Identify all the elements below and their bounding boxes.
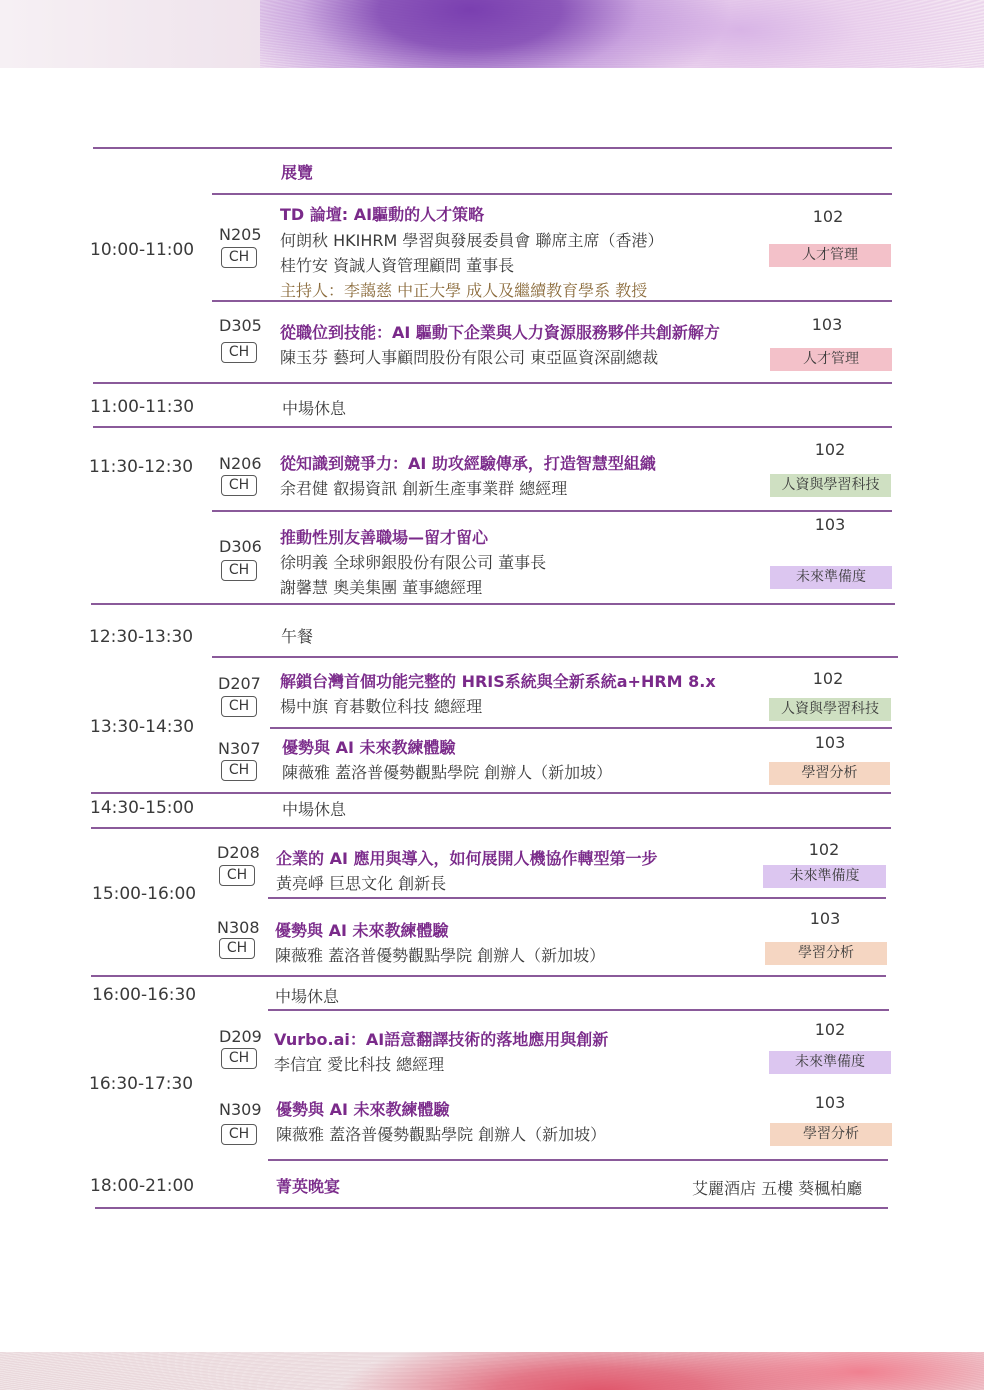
language-badge: CH [221,475,257,496]
session-title: 優勢與 AI 未來教練體驗 [276,1100,450,1119]
language-badge: CH [221,342,257,363]
time-slot: 11:30-12:30 [89,457,194,477]
room-number: 102 [812,669,844,688]
session-title: 從職位到技能：AI 驅動下企業與人力資源服務夥伴共創新解方 [280,323,720,342]
session-title: 解鎖台灣首個功能完整的 HRIS系統與全新系統a+HRM 8.x [280,672,716,691]
break-label: 中場休息 [275,987,340,1006]
room-number: 102 [812,207,844,226]
divider [212,656,898,658]
speaker: 余君健 叡揚資訊 創新生產事業群 總經理 [280,479,568,498]
session-code: D207 [218,674,261,693]
language-badge: CH [219,938,255,959]
room-number: 102 [814,1020,846,1039]
speaker: 陳薇雅 蓋洛普優勢觀點學院 創辦人（新加坡） [276,1125,607,1144]
divider [268,897,886,899]
time-slot: 14:30-15:00 [90,798,195,818]
divider [93,426,892,428]
time-slot: 11:00-11:30 [90,397,195,417]
track-tag: 未來準備度 [770,566,892,589]
language-badge: CH [221,696,257,717]
session-title: Vurbo.ai：AI語意翻譯技術的落地應用與創新 [274,1030,609,1049]
session-code: N307 [218,739,261,758]
session-code: D305 [219,316,262,335]
room-number: 103 [814,515,846,534]
speaker: 桂竹安 資誠人資管理顧問 董事長 [280,256,515,275]
top-banner [0,0,984,68]
session-code: N308 [217,918,260,937]
session-code: D209 [219,1027,262,1046]
room-number: 103 [809,909,841,928]
divider [95,1207,888,1209]
session-title: 從知識到競爭力：AI 助攻經驗傳承，打造智慧型組織 [280,454,656,473]
language-badge: CH [221,560,257,581]
room-number: 102 [808,840,840,859]
host: 主持人：李藹慈 中正大學 成人及繼續教育學系 教授 [280,281,648,300]
room-number: 103 [814,1093,846,1112]
room-number: 102 [814,440,846,459]
session-title: 推動性別友善職場—留才留心 [280,528,489,547]
break-label: 中場休息 [282,399,347,418]
track-tag: 人才管理 [769,244,891,267]
speaker: 李信宜 愛比科技 總經理 [274,1055,445,1074]
divider [268,1009,889,1011]
session-title: TD 論壇: AI驅動的人才策略 [280,205,485,224]
divider [91,975,886,977]
session-code: D208 [217,843,260,862]
session-code: N205 [219,225,262,244]
bottom-banner [0,1352,984,1390]
language-badge: CH [221,760,257,781]
divider [91,827,891,829]
track-tag: 人才管理 [770,348,892,371]
track-tag: 未來準備度 [769,1051,891,1074]
divider [268,1159,888,1161]
language-badge: CH [219,865,255,886]
session-code: N206 [219,454,262,473]
speaker: 陳薇雅 蓋洛普優勢觀點學院 創辦人（新加坡） [275,946,606,965]
divider [212,510,892,512]
track-tag: 人資與學習科技 [769,698,891,721]
divider [91,792,891,794]
speaker: 黃亮崢 巨思文化 創新長 [276,874,447,893]
speaker: 陳玉芬 藝珂人事顧問股份有限公司 東亞區資深副總裁 [280,348,659,367]
divider [212,193,892,195]
track-tag: 未來準備度 [763,865,886,888]
language-badge: CH [221,247,257,268]
language-badge: CH [221,1124,257,1145]
exhibit-label: 展覽 [281,163,314,182]
track-tag: 人資與學習科技 [770,474,891,497]
speaker: 陳薇雅 蓋洛普優勢觀點學院 創辦人（新加坡） [282,763,613,782]
room-number: 103 [814,733,846,752]
speaker: 謝馨慧 奧美集團 董事總經理 [280,578,483,597]
dinner-label: 菁英晚宴 [276,1177,341,1196]
speaker: 何朗秋 HKIHRM 學習與發展委員會 聯席主席（香港） [280,231,664,250]
track-tag: 學習分析 [770,1123,892,1146]
time-slot: 15:00-16:00 [92,884,197,904]
time-slot: 16:30-17:30 [89,1074,194,1094]
divider [93,147,892,149]
track-tag: 學習分析 [765,942,887,965]
language-badge: CH [221,1048,257,1069]
divider [270,727,892,729]
time-slot: 10:00-11:00 [90,240,195,260]
session-code: D306 [219,537,262,556]
break-label: 中場休息 [282,800,347,819]
time-slot: 18:00-21:00 [90,1176,195,1196]
divider [91,603,895,605]
track-tag: 學習分析 [769,762,890,785]
divider [93,382,892,384]
session-title: 企業的 AI 應用與導入，如何展開人機協作轉型第一步 [276,849,658,868]
time-slot: 16:00-16:30 [92,985,197,1005]
time-slot: 13:30-14:30 [90,717,195,737]
speaker: 徐明義 全球卵銀股份有限公司 董事長 [280,553,547,572]
speaker: 楊中旗 育碁數位科技 總經理 [280,697,483,716]
session-title: 優勢與 AI 未來教練體驗 [282,738,456,757]
break-label: 午餐 [281,627,314,646]
session-title: 優勢與 AI 未來教練體驗 [275,921,449,940]
venue: 艾麗酒店 五樓 葵楓柏廳 [692,1179,863,1198]
time-slot: 12:30-13:30 [89,627,194,647]
room-number: 103 [811,315,843,334]
session-code: N309 [219,1100,262,1119]
